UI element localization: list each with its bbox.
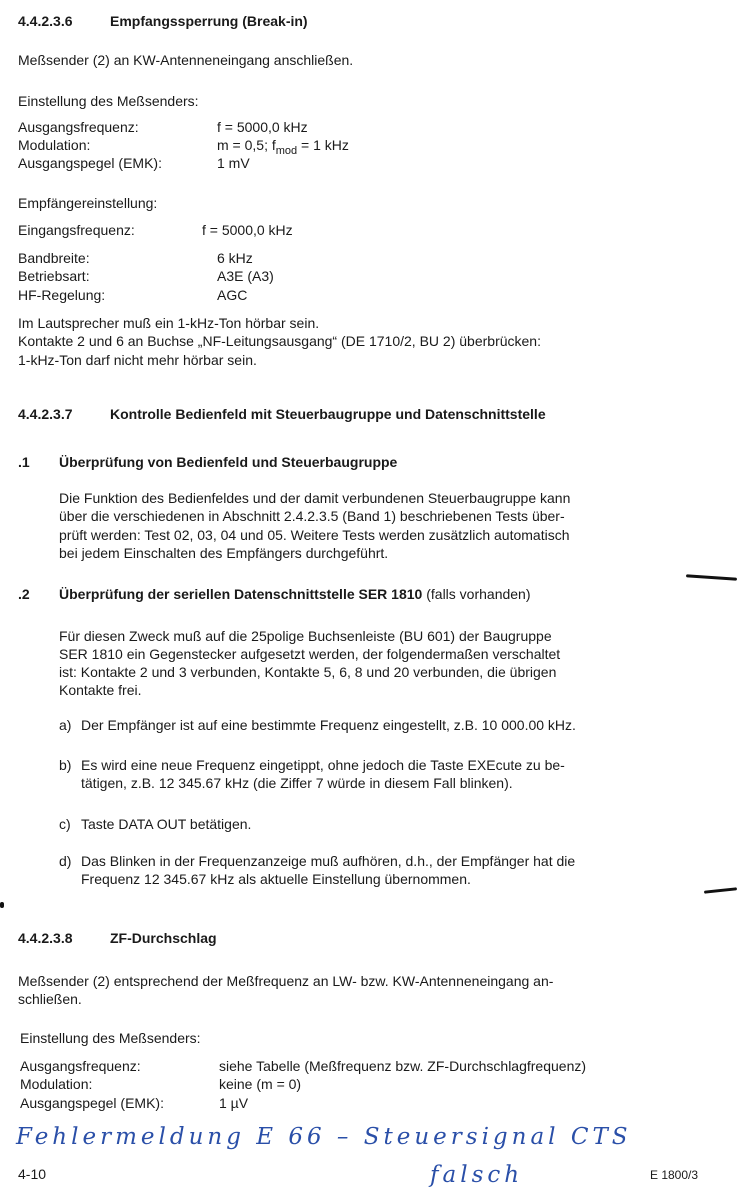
section-number: 4.4.2.3.7 (18, 406, 73, 422)
list-item-text: Taste DATA OUT betätigen. (81, 816, 252, 832)
list-item-text: tätigen, z.B. 12 345.67 kHz (die Ziffer 7 würde in diesem Fall blinken). (81, 775, 513, 791)
setting-value: f = 5000,0 kHz (202, 222, 293, 238)
margin-mark (704, 887, 737, 893)
settings-heading: Einstellung des Meßsenders: (18, 93, 199, 109)
setting-value: AGC (217, 287, 248, 303)
handwritten-note-line1: Fehlermeldung E 66 – Steuersignal CTS (16, 1124, 632, 1150)
paragraph-line: 1-kHz-Ton darf nicht mehr hörbar sein. (18, 352, 257, 368)
paragraph-line: Kontakte frei. (59, 682, 142, 698)
setting-value: keine (m = 0) (219, 1076, 302, 1092)
subsection-number: .1 (18, 454, 30, 470)
paragraph-line: prüft werden: Test 02, 03, 04 und 05. Weitere Tests werden zusätzlich automatisch (59, 527, 570, 543)
paragraph-line: schließen. (18, 991, 82, 1007)
list-item-label: c) (59, 816, 71, 832)
list-item-text: Das Blinken in der Frequenzanzeige muß aufhören, d.h., der Empfänger hat die (81, 853, 576, 869)
subsection-heading (59, 585, 531, 603)
list-item-text: Es wird eine neue Frequenz eingetippt, ohne jedoch die Taste EXEcute zu be- (81, 757, 565, 773)
receiver-heading: Empfängereinstellung: (18, 195, 158, 211)
section-title: ZF-Durchschlag (110, 930, 217, 946)
list-item-text: Frequenz 12 345.67 kHz als aktuelle Einstellung übernommen. (81, 871, 471, 887)
list-item-text: Der Empfänger ist auf eine bestimmte Frequenz eingestellt, z.B. 10 000.00 kHz. (81, 717, 576, 733)
setting-key: Modulation: (18, 137, 91, 153)
section-title: Empfangssperrung (Break-in) (110, 13, 308, 29)
setting-key: Ausgangsfrequenz: (18, 119, 139, 135)
setting-key: Betriebsart: (18, 268, 90, 284)
section-number: 4.4.2.3.8 (18, 930, 73, 946)
paragraph-line: bei jedem Einschalten des Empfängers durchgeführt. (59, 545, 389, 561)
setting-value: A3E (A3) (217, 268, 274, 284)
setting-key: Bandbreite: (18, 250, 90, 266)
setting-key: Eingangsfrequenz: (18, 222, 135, 238)
margin-mark (686, 574, 737, 581)
handwritten-note-line2: falsch (430, 1162, 524, 1188)
setting-key: Ausgangspegel (EMK): (20, 1095, 164, 1111)
setting-value: f = 5000,0 kHz (217, 119, 308, 135)
subsection-number: .2 (18, 586, 30, 602)
paragraph-line: Kontakte 2 und 6 an Buchse „NF-Leitungsausgang“ (DE 1710/2, BU 2) überbrücken: (18, 333, 541, 349)
setting-value: 1 µV (219, 1095, 249, 1111)
subsection-title: Überprüfung der seriellen Datenschnittstelle SER 1810 (59, 586, 423, 602)
setting-value: siehe Tabelle (Meßfrequenz bzw. ZF-Durchschlagfrequenz) (219, 1058, 587, 1074)
paragraph-line: SER 1810 ein Gegenstecker aufgesetzt werden, der folgendermaßen verschaltet (59, 646, 561, 662)
subsection-title: Überprüfung von Bedienfeld und Steuerbaugruppe (59, 454, 398, 470)
paragraph-line: Im Lautsprecher muß ein 1-kHz-Ton hörbar sein. (18, 315, 320, 331)
document-code: E 1800/3 (650, 1168, 699, 1182)
paragraph-line: ist: Kontakte 2 und 3 verbunden, Kontakte 5, 6, 8 und 20 verbunden, die übrigen (59, 664, 557, 680)
section-number: 4.4.2.3.6 (18, 13, 73, 29)
section-title: Kontrolle Bedienfeld mit Steuerbaugruppe und Datenschnittstelle (110, 406, 546, 422)
setting-key: HF-Regelung: (18, 287, 106, 303)
list-item-label: a) (59, 717, 72, 733)
setting-key: Ausgangspegel (EMK): (18, 155, 162, 171)
list-item-label: d) (59, 853, 72, 869)
setting-key: Ausgangsfrequenz: (20, 1058, 141, 1074)
margin-mark (0, 902, 4, 908)
list-item-label: b) (59, 757, 72, 773)
paragraph-line: über die verschiedenen in Abschnitt 2.4.2.3.5 (Band 1) beschriebenen Tests über- (59, 508, 565, 524)
paragraph-line: Für diesen Zweck muß auf die 25polige Buchsenleiste (BU 601) der Baugruppe (59, 628, 552, 644)
setting-value: 6 kHz (217, 250, 253, 266)
settings-heading: Einstellung des Meßsenders: (20, 1030, 201, 1046)
paragraph: Meßsender (2) an KW-Antenneneingang anschließen. (18, 52, 354, 68)
page-number: 4-10 (18, 1166, 47, 1182)
paragraph-line: Meßsender (2) entsprechend der Meßfrequenz an LW- bzw. KW-Antenneneingang an- (18, 973, 554, 989)
paragraph-line: Die Funktion des Bedienfeldes und der damit verbundenen Steuerbaugruppe kann (59, 490, 571, 506)
setting-key: Modulation: (20, 1076, 93, 1092)
setting-value: 1 mV (217, 155, 250, 171)
setting-value: m = 0,5; $f_{mod} = 1$ kHz (217, 137, 349, 157)
subsection-title-suffix: (falls vorhanden) (426, 586, 531, 602)
